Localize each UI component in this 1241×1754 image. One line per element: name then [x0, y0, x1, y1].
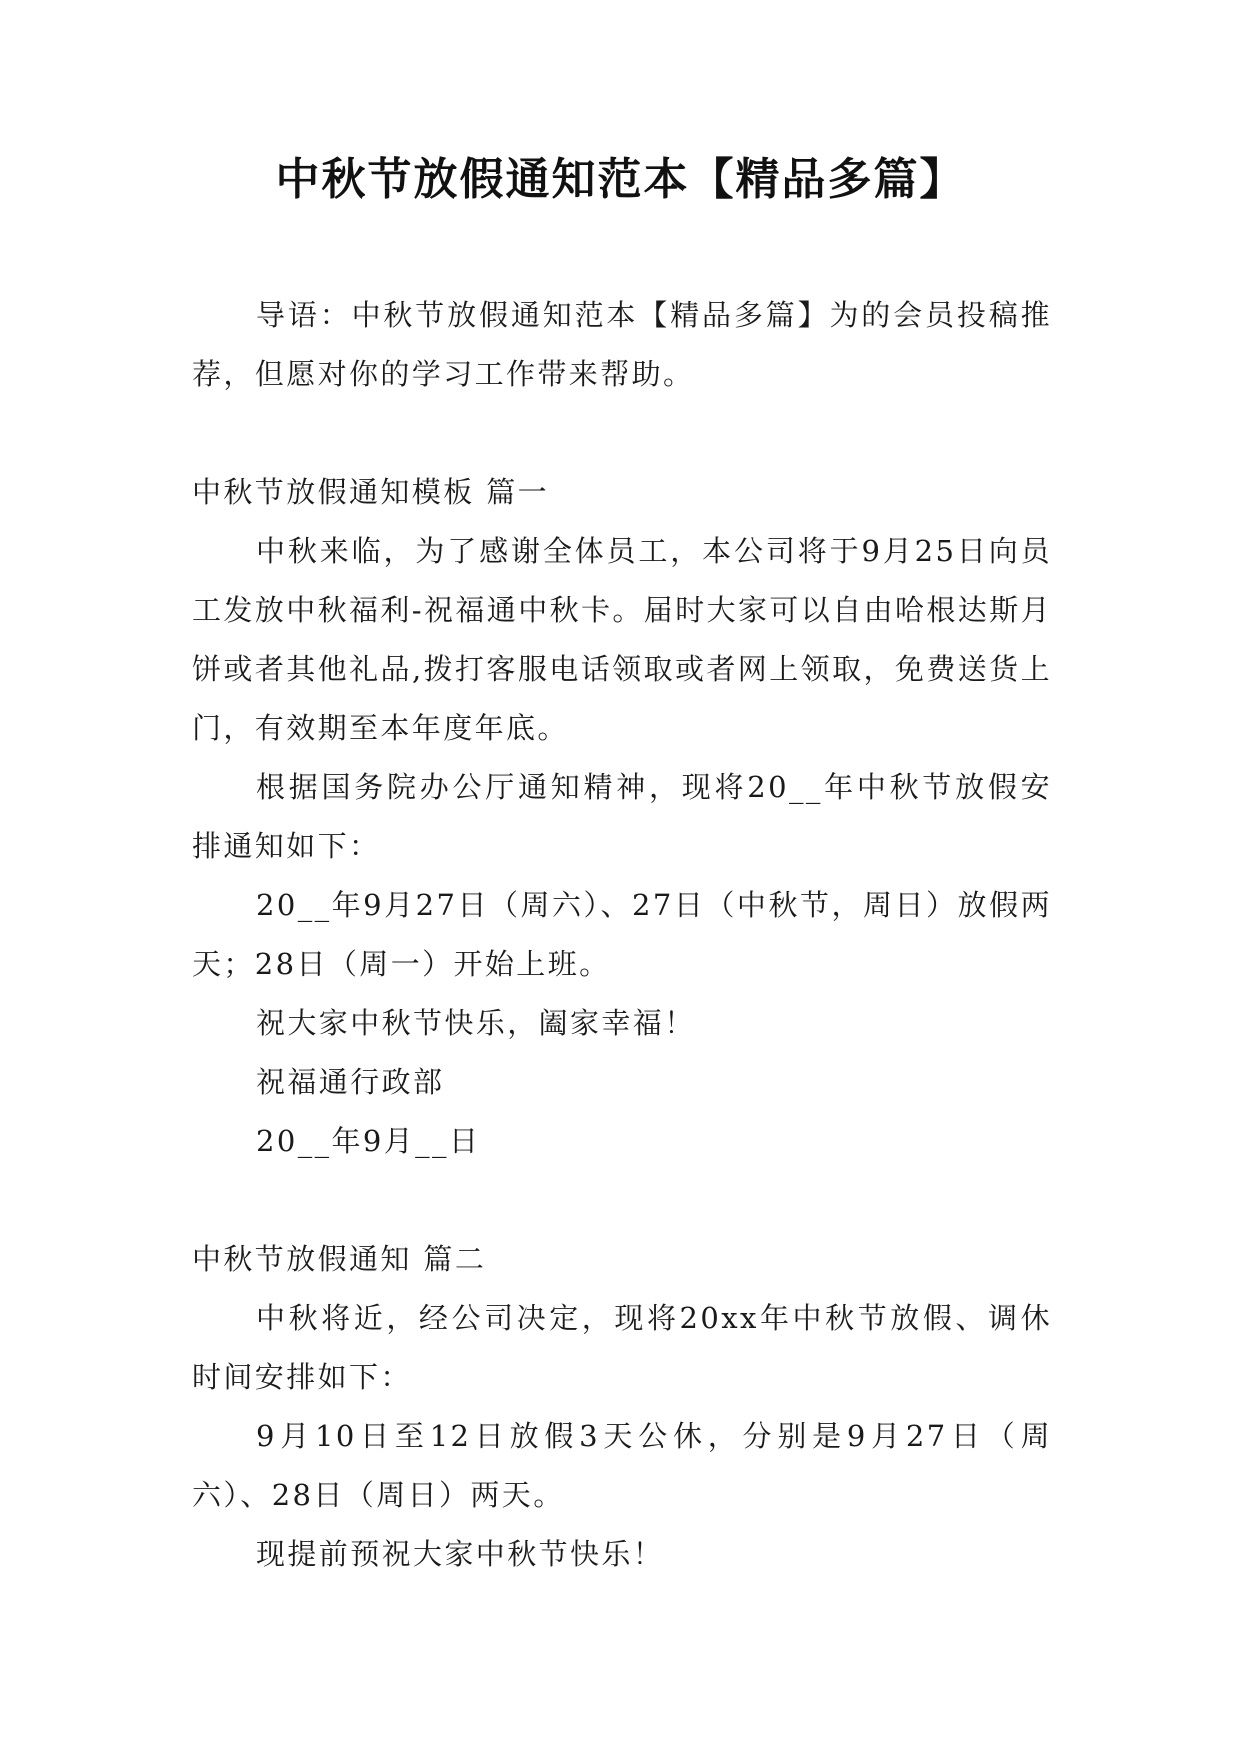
section-2-heading: 中秋节放假通知 篇二 — [192, 1242, 487, 1276]
section-1-paragraph-2: 根据国务院办公厅通知精神，现将20__年中秋节放假安排通知如下： — [192, 770, 1052, 863]
section-2-paragraph-2: 9月10日至12日放假3天公休，分别是9月27日（周六）、28日（周日）两天。 — [192, 1419, 1052, 1512]
document-title: 中秋节放假通知范本【精品多篇】 — [275, 154, 966, 205]
section-1-date: 20__年9月__日 — [256, 1124, 481, 1158]
section-1-paragraph-3: 20__年9月27日（周六）、27日（中秋节，周日）放假两天；28日（周一）开始上班。 — [192, 888, 1052, 981]
intro-paragraph: 导语：中秋节放假通知范本【精品多篇】为的会员投稿推荐，但愿对你的学习工作带来帮助。 — [192, 298, 1052, 391]
section-2-paragraph-1: 中秋将近，经公司决定，现将20xx年中秋节放假、调休时间安排如下： — [192, 1301, 1052, 1394]
document-body — [192, 286, 1052, 1584]
section-1-paragraph-1: 中秋来临，为了感谢全体员工，本公司将于9月25日向员工发放中秋福利-祝福通中秋卡。届时大家可以自由哈根达斯月饼或者其他礼品,拨打客服电话领取或者网上领取，免费送货上门，有效期至本年度年底。 — [192, 534, 1052, 745]
section-2-greeting: 现提前预祝大家中秋节快乐！ — [256, 1537, 665, 1571]
section-1-heading: 中秋节放假通知模板 篇一 — [192, 475, 550, 509]
section-1-signature: 祝福通行政部 — [256, 1065, 445, 1099]
section-1-greeting: 祝大家中秋节快乐，阖家幸福！ — [256, 1006, 696, 1040]
